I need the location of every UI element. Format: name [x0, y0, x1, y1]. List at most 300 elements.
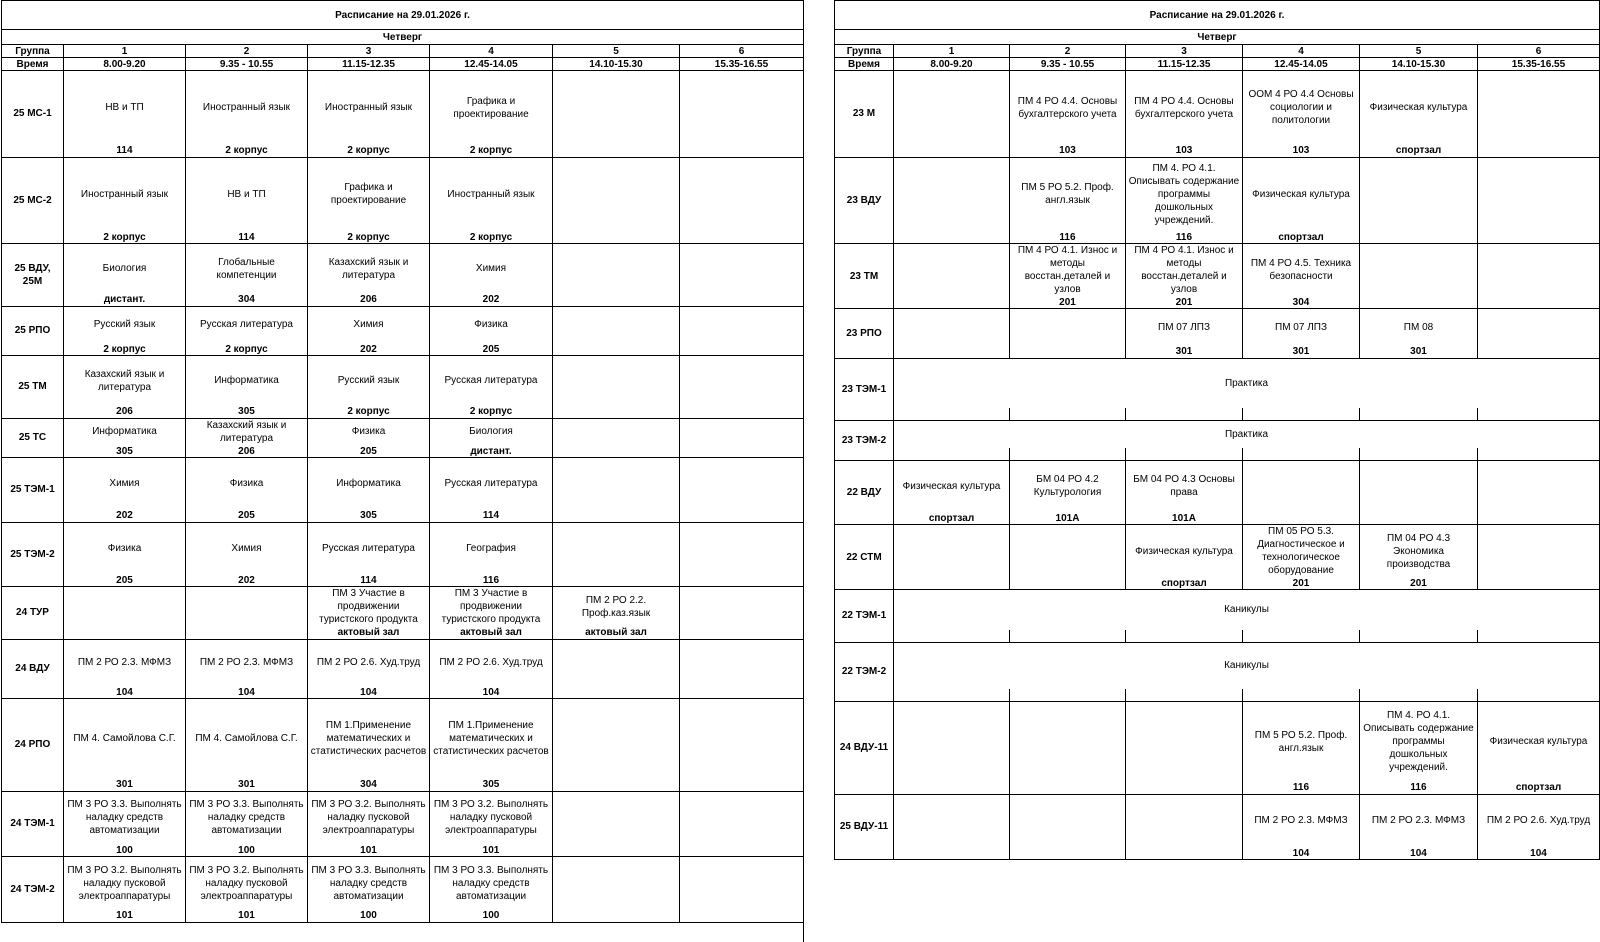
room-cell: 202 — [430, 294, 553, 307]
subject-cell: ПМ 4 РО 4.5. Техника безопасности — [1243, 244, 1360, 297]
time-header: Время — [2, 58, 64, 71]
subject-cell — [680, 71, 804, 145]
room-cell — [1010, 577, 1126, 590]
time-slot: 11.15-12.35 — [1126, 58, 1243, 71]
subject-cell: ПМ 2 РО 2.6. Худ.труд — [430, 639, 553, 686]
subject-cell — [680, 244, 804, 294]
room-cell — [1478, 296, 1600, 309]
schedule-title: Расписание на 29.01.2026 г. — [835, 1, 1600, 30]
time-slot: 14.10-15.30 — [553, 58, 680, 71]
subject-cell — [553, 71, 680, 145]
room-cell: 104 — [430, 686, 553, 699]
group-name: 25 ТМ — [2, 356, 64, 419]
subject-cell: Графика и проектирование — [430, 71, 553, 145]
group-name: 23 ТЭМ-2 — [835, 421, 894, 461]
room-cell: 2 корпус — [308, 231, 430, 244]
pair-number: 3 — [1126, 45, 1243, 58]
group-name: 24 ТУР — [2, 587, 64, 640]
time-slot: 14.10-15.30 — [1360, 58, 1478, 71]
subject-cell: Химия — [430, 244, 553, 294]
subject-cell: Русский язык — [64, 306, 186, 343]
room-cell — [553, 445, 680, 458]
room-cell: 104 — [1360, 847, 1478, 860]
pair-number: 1 — [64, 45, 186, 58]
schedule-sheet-right — [834, 0, 1599, 860]
room-cell — [1478, 689, 1600, 702]
time-slot: 15.35-16.55 — [1478, 58, 1600, 71]
subject-cell: ПМ 08 — [1360, 309, 1478, 346]
room-cell — [894, 630, 1010, 643]
subject-cell: Физика — [64, 522, 186, 574]
room-cell — [894, 231, 1010, 244]
room-cell: 202 — [186, 574, 308, 587]
room-cell: 100 — [308, 910, 430, 923]
subject-cell: ПМ 3 РО 3.3. Выполнять наладку средств автоматизации — [430, 857, 553, 910]
room-cell — [553, 844, 680, 857]
subject-cell: Русская литература — [430, 458, 553, 510]
room-cell — [1360, 231, 1478, 244]
room-cell: спортзал — [1243, 231, 1360, 244]
room-cell — [894, 408, 1010, 421]
subject-cell — [1126, 702, 1243, 782]
subject-cell — [1478, 309, 1600, 346]
pair-number: 6 — [1478, 45, 1600, 58]
room-cell: 206 — [308, 294, 430, 307]
room-cell: 305 — [430, 779, 553, 792]
room-cell — [680, 145, 804, 158]
room-cell — [680, 779, 804, 792]
room-cell: 305 — [186, 406, 308, 419]
subject-cell — [1478, 157, 1600, 231]
room-cell — [1360, 296, 1478, 309]
subject-cell: ПМ 2 РО 2.2. Проф.каз.язык — [553, 587, 680, 627]
subject-cell: Физическая культура — [1243, 157, 1360, 231]
subject-cell: Информатика — [64, 418, 186, 445]
subject-cell: Физика — [430, 306, 553, 343]
subject-cell — [680, 356, 804, 406]
room-cell: 206 — [64, 406, 186, 419]
group-name: 23 РПО — [835, 309, 894, 359]
subject-cell — [1478, 244, 1600, 297]
subject-cell — [553, 639, 680, 686]
room-cell: актовый зал — [553, 627, 680, 640]
room-cell — [1360, 408, 1478, 421]
room-cell: 206 — [186, 445, 308, 458]
group-name: 25 ТЭМ-2 — [2, 522, 64, 587]
subject-cell — [680, 306, 804, 343]
room-cell: спортзал — [1360, 145, 1478, 158]
group-name: 25 МС-2 — [2, 157, 64, 244]
subject-cell: Физика — [186, 458, 308, 510]
subject-cell — [553, 857, 680, 910]
subject-cell — [1478, 71, 1600, 145]
group-name: 24 ТЭМ-1 — [2, 791, 64, 857]
subject-cell: БМ 04 РО 4.2 Культурология — [1010, 460, 1126, 512]
time-slot: 15.35-16.55 — [680, 58, 804, 71]
pair-number: 3 — [308, 45, 430, 58]
room-cell: 101А — [1010, 512, 1126, 525]
room-cell: 2 корпус — [308, 145, 430, 158]
room-cell: 205 — [64, 574, 186, 587]
room-cell — [553, 231, 680, 244]
subject-cell: Физическая культура — [1478, 702, 1600, 782]
day-of-week: Четверг — [835, 30, 1600, 45]
subject-cell — [186, 587, 308, 627]
room-cell — [894, 689, 1010, 702]
room-cell: 201 — [1126, 296, 1243, 309]
subject-cell: ПМ 2 РО 2.3. МФМЗ — [186, 639, 308, 686]
room-cell: 116 — [1126, 231, 1243, 244]
room-cell — [1478, 231, 1600, 244]
room-cell — [553, 686, 680, 699]
room-cell — [1478, 448, 1600, 461]
subject-cell: НВ и ТП — [186, 157, 308, 231]
room-cell — [1010, 689, 1126, 702]
subject-cell: ПМ 3 Участие в продвижении туристского продукта — [308, 587, 430, 627]
room-cell: 100 — [64, 844, 186, 857]
room-cell — [1243, 448, 1360, 461]
subject-cell: ПМ 07 ЛПЗ — [1243, 309, 1360, 346]
room-cell — [1360, 448, 1478, 461]
room-cell — [1478, 577, 1600, 590]
subject-cell: Иностранный язык — [308, 71, 430, 145]
subject-cell: ПМ 07 ЛПЗ — [1126, 309, 1243, 346]
room-cell: 116 — [1010, 231, 1126, 244]
time-slot: 8.00-9.20 — [894, 58, 1010, 71]
room-cell — [1360, 512, 1478, 525]
subject-cell — [553, 244, 680, 294]
room-cell — [553, 910, 680, 923]
subject-cell — [1478, 460, 1600, 512]
subject-cell: Иностранный язык — [430, 157, 553, 231]
subject-cell: ПМ 3 РО 3.3. Выполнять наладку средств автоматизации — [308, 857, 430, 910]
subject-cell — [553, 458, 680, 510]
subject-cell: ПМ 3 РО 3.2. Выполнять наладку пусковой электроаппаратуры — [430, 791, 553, 844]
room-cell — [894, 346, 1010, 359]
room-cell — [680, 294, 804, 307]
room-cell: 114 — [430, 510, 553, 523]
room-cell — [680, 627, 804, 640]
room-cell — [894, 782, 1010, 795]
subject-cell: ПМ 4. Самойлова С.Г. — [64, 699, 186, 779]
room-cell — [680, 231, 804, 244]
room-cell — [1243, 630, 1360, 643]
group-status: Каникулы — [894, 642, 1600, 689]
subject-cell: ПМ 3 РО 3.3. Выполнять наладку средств автоматизации — [186, 791, 308, 844]
room-cell: актовый зал — [430, 627, 553, 640]
time-slot: 11.15-12.35 — [308, 58, 430, 71]
group-name: 22 ТЭМ-1 — [835, 590, 894, 643]
subject-cell: БМ 04 РО 4.3 Основы права — [1126, 460, 1243, 512]
subject-cell — [680, 157, 804, 231]
pair-number: 6 — [680, 45, 804, 58]
subject-cell: ПМ 04 РО 4.3 Экономика производства — [1360, 525, 1478, 578]
room-cell — [553, 294, 680, 307]
room-cell: 2 корпус — [308, 406, 430, 419]
room-cell — [680, 686, 804, 699]
room-cell: 304 — [186, 294, 308, 307]
room-cell: спортзал — [1478, 782, 1600, 795]
subject-cell: ПМ 5 РО 5.2. Проф. англ.язык — [1243, 702, 1360, 782]
room-cell: 100 — [186, 844, 308, 857]
subject-cell: Глобальные компетенции — [186, 244, 308, 294]
room-cell: 104 — [186, 686, 308, 699]
room-cell: 103 — [1010, 145, 1126, 158]
room-cell — [553, 510, 680, 523]
group-name: 23 М — [835, 71, 894, 158]
subject-cell — [1360, 460, 1478, 512]
subject-cell: ПМ 4. Самойлова С.Г. — [186, 699, 308, 779]
room-cell: 301 — [1243, 346, 1360, 359]
subject-cell — [553, 418, 680, 445]
subject-cell: Русский язык — [308, 356, 430, 406]
subject-cell: ПМ 4 РО 4.4. Основы бухгалтерского учета — [1126, 71, 1243, 145]
subject-cell: НВ и ТП — [64, 71, 186, 145]
room-cell: 301 — [64, 779, 186, 792]
pair-number: 2 — [1010, 45, 1126, 58]
subject-cell: Физика — [308, 418, 430, 445]
room-cell — [1010, 630, 1126, 643]
subject-cell — [680, 522, 804, 574]
pair-number: 5 — [553, 45, 680, 58]
room-cell: 104 — [1478, 847, 1600, 860]
room-cell — [1243, 512, 1360, 525]
subject-cell: Химия — [186, 522, 308, 574]
room-cell: 114 — [308, 574, 430, 587]
schedule-title: Расписание на 29.01.2026 г. — [2, 1, 804, 30]
subject-cell: ПМ 4. РО 4.1. Описывать содержание программы дошкольных учреждений. — [1126, 157, 1243, 231]
room-cell: актовый зал — [308, 627, 430, 640]
subject-cell — [1478, 525, 1600, 578]
room-cell — [894, 448, 1010, 461]
subject-cell — [1010, 309, 1126, 346]
room-cell — [1478, 630, 1600, 643]
subject-cell — [894, 525, 1010, 578]
room-cell: 2 корпус — [64, 231, 186, 244]
group-name: 22 ТЭМ-2 — [835, 642, 894, 702]
room-cell: 205 — [430, 343, 553, 356]
room-cell — [680, 343, 804, 356]
subject-cell — [894, 71, 1010, 145]
subject-cell — [1360, 157, 1478, 231]
room-cell — [680, 406, 804, 419]
room-cell: 103 — [1243, 145, 1360, 158]
schedule-table-left — [1, 0, 804, 923]
room-cell — [1243, 689, 1360, 702]
group-name: 23 ТЭМ-1 — [835, 358, 894, 421]
pair-number: 4 — [1243, 45, 1360, 58]
subject-cell: Казахский язык и литература — [186, 418, 308, 445]
room-cell: 116 — [1243, 782, 1360, 795]
time-slot: 9.35 - 10.55 — [1010, 58, 1126, 71]
group-name: 24 ТЭМ-2 — [2, 857, 64, 923]
pair-number: 1 — [894, 45, 1010, 58]
room-cell — [553, 406, 680, 419]
subject-cell: Биология — [64, 244, 186, 294]
room-cell: 305 — [308, 510, 430, 523]
room-cell: 301 — [1126, 346, 1243, 359]
room-cell: 202 — [308, 343, 430, 356]
group-name: 25 МС-1 — [2, 71, 64, 158]
subject-cell: ПМ 2 РО 2.6. Худ.труд — [1478, 794, 1600, 847]
subject-cell: Химия — [308, 306, 430, 343]
group-name: 25 ТЭМ-1 — [2, 458, 64, 523]
room-cell — [1126, 630, 1243, 643]
room-cell — [553, 145, 680, 158]
time-slot: 12.45-14.05 — [1243, 58, 1360, 71]
room-cell — [553, 574, 680, 587]
subject-cell: ПМ 2 РО 2.3. МФМЗ — [64, 639, 186, 686]
subject-cell: Информатика — [186, 356, 308, 406]
group-name: 25 ТС — [2, 418, 64, 458]
room-cell: 201 — [1010, 296, 1126, 309]
subject-cell: Иностранный язык — [64, 157, 186, 231]
subject-cell — [680, 857, 804, 910]
room-cell: 101 — [308, 844, 430, 857]
room-cell: 101 — [186, 910, 308, 923]
subject-cell — [1010, 794, 1126, 847]
subject-cell: Казахский язык и литература — [64, 356, 186, 406]
room-cell — [64, 627, 186, 640]
room-cell — [680, 910, 804, 923]
room-cell — [894, 145, 1010, 158]
subject-cell — [1360, 244, 1478, 297]
room-cell: 104 — [64, 686, 186, 699]
subject-cell — [553, 356, 680, 406]
subject-cell: ПМ 1.Применение математических и статистических расчетов — [308, 699, 430, 779]
subject-cell: География — [430, 522, 553, 574]
room-cell — [553, 343, 680, 356]
sheet-divider — [803, 0, 835, 942]
subject-cell: Информатика — [308, 458, 430, 510]
group-header: Группа — [835, 45, 894, 58]
room-cell: 304 — [1243, 296, 1360, 309]
subject-cell: Русская литература — [430, 356, 553, 406]
time-slot: 9.35 - 10.55 — [186, 58, 308, 71]
room-cell: 103 — [1126, 145, 1243, 158]
group-name: 23 ВДУ — [835, 157, 894, 244]
subject-cell — [553, 157, 680, 231]
subject-cell: ПМ 4 РО 4.1. Износ и методы восстан.деталей и узлов — [1010, 244, 1126, 297]
room-cell: дистант. — [64, 294, 186, 307]
group-name: 25 ВДУ, 25М — [2, 244, 64, 307]
subject-cell: ПМ 3 РО 3.2. Выполнять наладку пусковой электроаппаратуры — [64, 857, 186, 910]
subject-cell: ПМ 3 РО 3.2. Выполнять наладку пусковой электроаппаратуры — [308, 791, 430, 844]
schedule-table-right — [834, 0, 1600, 860]
subject-cell — [894, 794, 1010, 847]
subject-cell: Иностранный язык — [186, 71, 308, 145]
group-status: Каникулы — [894, 590, 1600, 630]
room-cell: 104 — [1243, 847, 1360, 860]
room-cell — [1478, 408, 1600, 421]
room-cell — [1478, 145, 1600, 158]
room-cell: 101 — [430, 844, 553, 857]
room-cell: 2 корпус — [186, 145, 308, 158]
room-cell — [1478, 512, 1600, 525]
pair-number: 2 — [186, 45, 308, 58]
room-cell: 2 корпус — [430, 406, 553, 419]
room-cell: 104 — [308, 686, 430, 699]
subject-cell — [680, 458, 804, 510]
subject-cell — [894, 702, 1010, 782]
room-cell: дистант. — [430, 445, 553, 458]
room-cell: спортзал — [1126, 577, 1243, 590]
room-cell: 116 — [1360, 782, 1478, 795]
room-cell: 305 — [64, 445, 186, 458]
room-cell: 114 — [64, 145, 186, 158]
room-cell: спортзал — [894, 512, 1010, 525]
subject-cell: ПМ 2 РО 2.6. Худ.труд — [308, 639, 430, 686]
subject-cell: Химия — [64, 458, 186, 510]
subject-cell — [894, 244, 1010, 297]
room-cell — [894, 296, 1010, 309]
room-cell — [680, 510, 804, 523]
group-name: 24 ВДУ — [2, 639, 64, 699]
pair-number: 5 — [1360, 45, 1478, 58]
group-status: Практика — [894, 358, 1600, 408]
subject-cell: ПМ 3 РО 3.2. Выполнять наладку пусковой электроаппаратуры — [186, 857, 308, 910]
room-cell — [186, 627, 308, 640]
room-cell — [1478, 346, 1600, 359]
room-cell: 2 корпус — [186, 343, 308, 356]
room-cell: 114 — [186, 231, 308, 244]
room-cell: 205 — [186, 510, 308, 523]
room-cell: 2 корпус — [64, 343, 186, 356]
group-status: Практика — [894, 421, 1600, 448]
subject-cell — [64, 587, 186, 627]
room-cell — [1010, 448, 1126, 461]
room-cell — [1243, 408, 1360, 421]
subject-cell: Русская литература — [308, 522, 430, 574]
subject-cell: ПМ 4 РО 4.4. Основы бухгалтерского учета — [1010, 71, 1126, 145]
subject-cell — [680, 587, 804, 627]
subject-cell: ПМ 3 Участие в продвижении туристского продукта — [430, 587, 553, 627]
group-name: 23 ТМ — [835, 244, 894, 309]
room-cell — [1126, 408, 1243, 421]
subject-cell: ПМ 4 РО 4.1. Износ и методы восстан.деталей и узлов — [1126, 244, 1243, 297]
subject-cell: Русская литература — [186, 306, 308, 343]
subject-cell — [680, 418, 804, 445]
subject-cell: ПМ 3 РО 3.3. Выполнять наладку средств автоматизации — [64, 791, 186, 844]
room-cell: 100 — [430, 910, 553, 923]
room-cell: 205 — [308, 445, 430, 458]
time-header: Время — [835, 58, 894, 71]
room-cell: 2 корпус — [430, 231, 553, 244]
subject-cell: Физическая культура — [1126, 525, 1243, 578]
room-cell — [1010, 847, 1126, 860]
room-cell: 301 — [1360, 346, 1478, 359]
room-cell — [1010, 408, 1126, 421]
subject-cell — [1010, 702, 1126, 782]
subject-cell: Физическая культура — [1360, 71, 1478, 145]
room-cell: 101А — [1126, 512, 1243, 525]
subject-cell: ПМ 05 РО 5.3. Диагностическое и технологическое оборудование — [1243, 525, 1360, 578]
room-cell — [1360, 630, 1478, 643]
subject-cell — [680, 791, 804, 844]
room-cell — [1126, 847, 1243, 860]
room-cell — [894, 577, 1010, 590]
room-cell: 2 корпус — [430, 145, 553, 158]
room-cell: 116 — [430, 574, 553, 587]
room-cell — [680, 844, 804, 857]
room-cell — [1010, 782, 1126, 795]
subject-cell — [553, 522, 680, 574]
subject-cell — [894, 309, 1010, 346]
room-cell: 202 — [64, 510, 186, 523]
time-slot: 12.45-14.05 — [430, 58, 553, 71]
subject-cell — [553, 791, 680, 844]
room-cell — [680, 445, 804, 458]
